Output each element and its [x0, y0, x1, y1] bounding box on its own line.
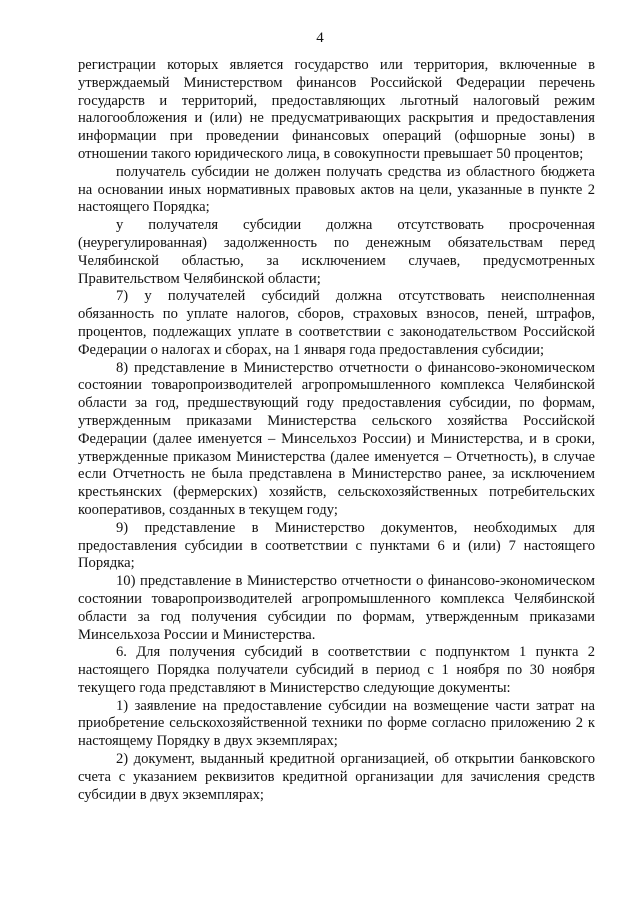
paragraph-continuation: регистрации которых является государство или территория, включенные в утверждаемый Министерством финансов Российской Федерации перечень государств и территорий, предоставляющих льготный налоговый режим налогообложения и (или) не предусматривающих раскрытия и предоставления информации при проведении финансовых операций (офшорные зоны) в отношении такого юридического лица, в совокупности превышает 50 процентов; — [78, 57, 595, 162]
paragraph-no-other-funds: получатель субсидии не должен получать средства из областного бюджета на основании иных нормативных правовых актов на цели, указанные в пункте 2 настоящего Порядка; — [78, 163, 595, 216]
paragraph-item-8: 8) представление в Министерство отчетности о финансово-экономическом состоянии товаропроизводителей агропромышленного комплекса Челябинской области за год, предшествующий году предоставления субсидии, по формам, утвержденным приказами Министерства сельского хозяйства Российской Федерации (далее именуется – Минсельхоз России) и Министерства, и в сроки, утвержденные приказом Министерства (далее именуется – Отчетность), в случае если Отчетность не была представлена в Министерство ранее, за исключением крестьянских (фермерских) хозяйств, сельскохозяйственных потребительских кооперативов, созданных в текущем году; — [78, 359, 595, 518]
paragraph-document-2: 2) документ, выданный кредитной организацией, об открытии банковского счета с указанием реквизитов кредитной организации для зачисления средств субсидии в двух экземплярах; — [78, 751, 595, 803]
paragraph-item-7: 7) у получателей субсидий должна отсутствовать неисполненная обязанность по уплате налогов, сборов, страховых взносов, пеней, штрафов, процентов, подлежащих уплате в соответствии с законодательством Российской Федерации о налогах и сборах, на 1 января года предоставления субсидии; — [78, 288, 595, 358]
paragraph-item-10: 10) представление в Министерство отчетности о финансово-экономическом состоянии товаропроизводителей агропромышленного комплекса Челябинской области за год получения субсидии по формам, утвержденным приказами Минсельхоза России и Министерства. — [78, 573, 595, 643]
paragraph-section-6: 6. Для получения субсидий в соответствии с подпунктом 1 пункта 2 настоящего Порядка получатели субсидий в период с 1 ноября по 30 ноября текущего года представляют в Министерство следующие документы: — [78, 644, 595, 696]
page-number: 4 — [316, 30, 324, 46]
document-body — [78, 57, 595, 804]
paragraph-item-9: 9) представление в Министерство документов, необходимых для предоставления субсидии в соответствии с пунктами 6 и (или) 7 настоящего Порядка; — [78, 519, 595, 572]
paragraph-document-1: 1) заявление на предоставление субсидии на возмещение части затрат на приобретение сельскохозяйственной техники по форме согласно приложению 2 к настоящему Порядку в двух экземплярах; — [78, 697, 595, 750]
paragraph-no-overdue-debt: у получателя субсидии должна отсутствовать просроченная (неурегулированная) задолженность по денежным обязательствам перед Челябинской областью, за исключением случаев, предусмотренных Правительством Челябинской области; — [78, 217, 595, 287]
